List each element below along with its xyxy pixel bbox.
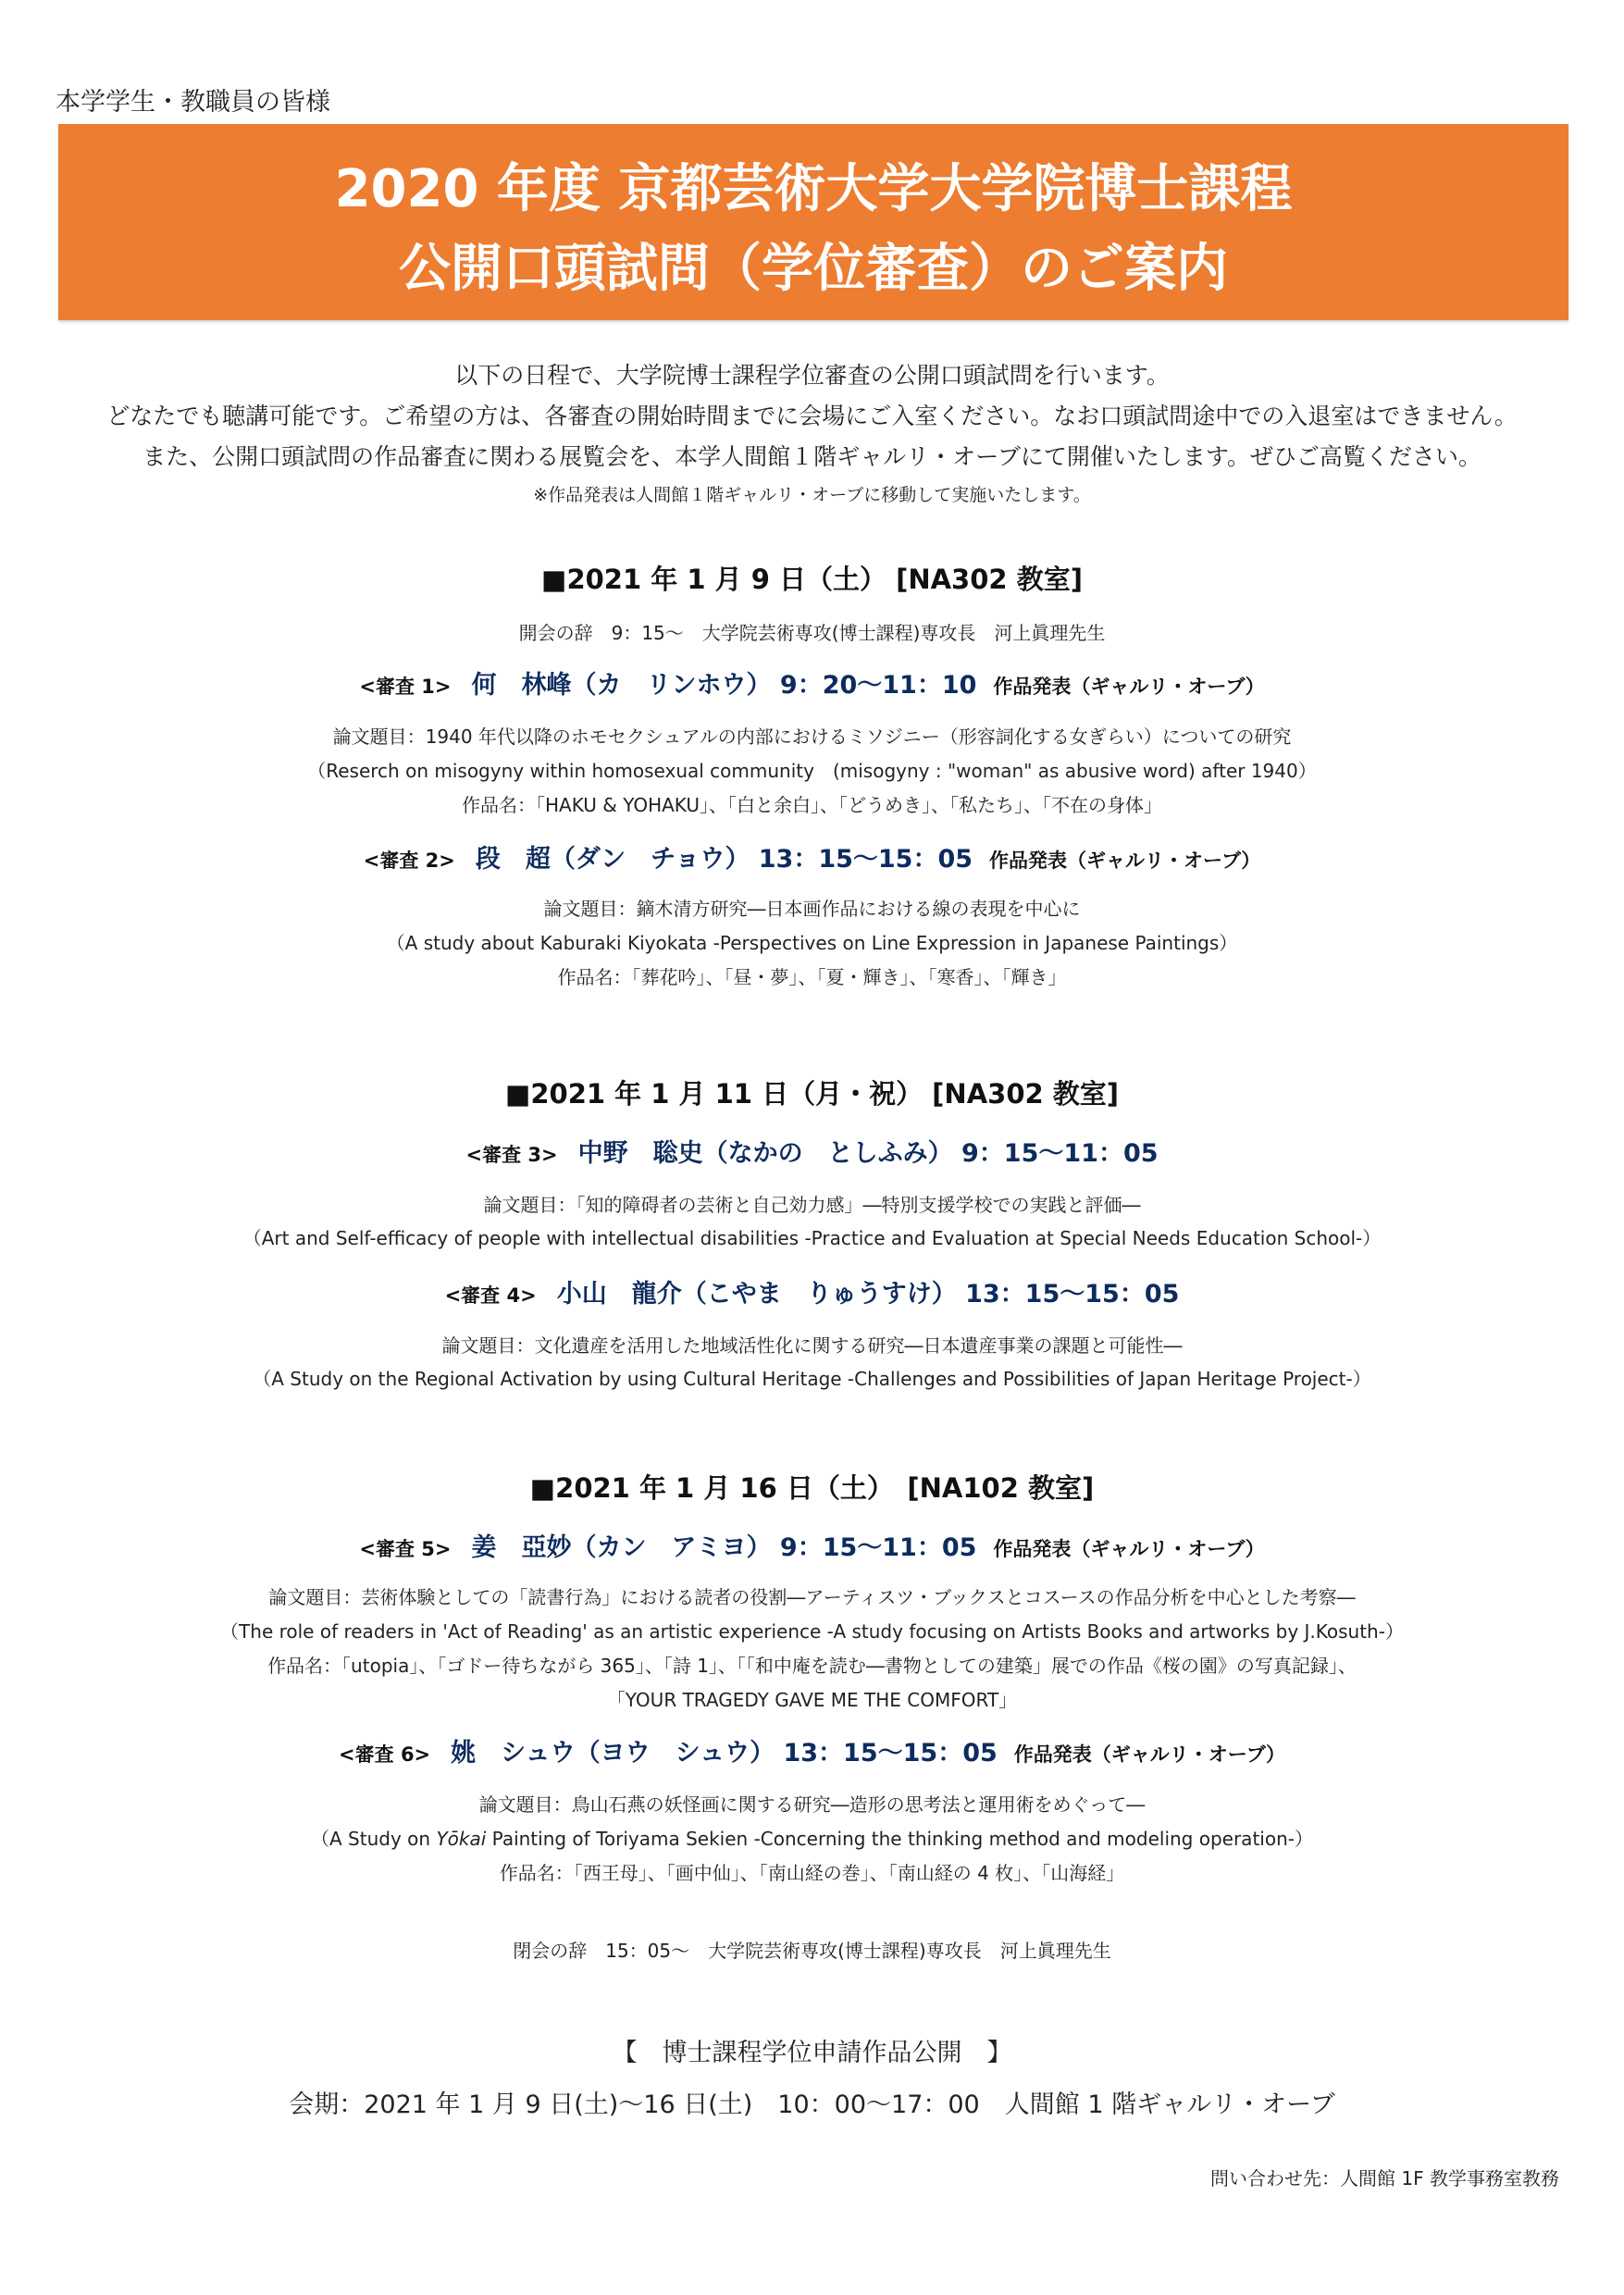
exam-2-thesis: 論文題目：鏑木清方研究―日本画作品における線の表現を中心に	[543, 898, 1081, 920]
exam-5-heading	[0, 1527, 1624, 1563]
thesis-en-part: Painting of Toriyama Sekien -Concerning the thinking method and modeling operation-）	[486, 1828, 1313, 1850]
exam-1-works: 作品名：「HAKU & YOHAKU」、「白と余白」、「どうめき」、「私たち」、「不在の身体」	[461, 794, 1163, 816]
exam-4-heading	[0, 1273, 1624, 1309]
exam-name-time: 姜 亞妙（カン アミヨ） 9：15〜11：05	[471, 1533, 977, 1562]
date-heading-day1: ■2021 年 1 月 9 日（土） [NA302 教室]	[541, 564, 1083, 595]
presentation-note: 作品発表（ギャルリ・オーブ）	[993, 1538, 1265, 1560]
opening-remarks: 開会の辞 9：15〜 大学院芸術専攻(博士課程)専攻長 河上眞理先生	[518, 622, 1106, 644]
date-heading-day3: ■2021 年 1 月 16 日（土） [NA102 教室]	[529, 1472, 1095, 1504]
exam-tag: <審査 4>	[444, 1284, 537, 1307]
exam-name-time: 姚 シュウ（ヨウ シュウ） 13：15〜15：05	[451, 1739, 998, 1768]
exhibition-period: 会期：2021 年 1 月 9 日(土)〜16 日(土) 10：00〜17：00 人間館 1 階ギャルリ・オーブ	[289, 2090, 1335, 2119]
exam-name-time: 中野 聡史（なかの としふみ） 9：15〜11：05	[577, 1139, 1159, 1168]
exam-3-heading	[0, 1133, 1624, 1169]
exam-6-thesis: 論文題目：鳥山石燕の妖怪画に関する研究―造形の思考法と運用術をめぐって―	[478, 1793, 1146, 1816]
exam-3-thesis-en: （Art and Self-efficacy of people with intellectual disabilities -Practice and Evaluation at Special Needs Education School-）	[242, 1227, 1382, 1249]
title-line-1: 2020 年度 京都芸術大学大学院博士課程	[334, 159, 1293, 219]
exam-tag: <審査 3>	[465, 1144, 558, 1166]
intro-line-1: 以下の日程で、大学院博士課程学位審査の公開口頭試問を行います。	[454, 362, 1170, 389]
exam-2-heading	[0, 838, 1624, 875]
thesis-en-italic: Yōkai	[436, 1828, 487, 1850]
exam-6-heading	[0, 1732, 1624, 1768]
closing-remarks: 閉会の辞 15：05〜 大学院芸術専攻(博士課程)専攻長 河上眞理先生	[513, 1940, 1111, 1962]
addressee: 本学学生・教職員の皆様	[56, 88, 330, 117]
contact-info: 問い合わせ先：人間館 1F 教学事務室教務	[1210, 2167, 1559, 2190]
exam-4-thesis-en: （A Study on the Regional Activation by using Cultural Heritage -Challenges and Possibilities of Japan Heritage Project-）	[253, 1368, 1371, 1390]
exam-1-thesis-en: （Reserch on misogyny within homosexual community (misogyny : "woman" as abusive word) after 1940）	[307, 760, 1317, 782]
exhibition-heading: 【 博士課程学位申請作品公開 】	[612, 2039, 1012, 2067]
exam-5-works: 作品名：「utopia」、「ゴドー待ちながら 365」、「詩 1」、「「和中庵を読む―書物としての建築」展での作品《桜の園》の写真記録」、	[267, 1655, 1357, 1677]
title-line-2: 公開口頭試問（学位審査）のご案内	[399, 239, 1228, 299]
exam-1-heading	[0, 664, 1624, 701]
intro-line-2: どなたでも聴講可能です。ご希望の方は、各審査の開始時間までに会場にご入室ください。なお口頭試問途中での入退室はできません。	[106, 403, 1518, 429]
exam-2-thesis-en: （A study about Kaburaki Kiyokata -Perspectives on Line Expression in Japanese Paintings）	[386, 932, 1238, 954]
date-heading-day2: ■2021 年 1 月 11 日（月・祝） [NA302 教室]	[504, 1078, 1120, 1110]
exam-name-time: 段 超（ダン チョウ） 13：15〜15：05	[475, 845, 973, 874]
exam-tag: <審査 5>	[359, 1538, 452, 1560]
presentation-note: 作品発表（ギャルリ・オーブ）	[989, 850, 1261, 872]
exam-3-thesis: 論文題目：「知的障碍者の芸術と自己効力感」―特別支援学校での実践と評価―	[483, 1194, 1141, 1216]
exam-5-works-continued: 「YOUR TRAGEDY GAVE ME THE COMFORT」	[606, 1689, 1018, 1711]
exam-name-time: 何 林峰（カ リンホウ） 9：20〜11：10	[471, 671, 977, 700]
presentation-note: 作品発表（ギャルリ・オーブ）	[993, 676, 1265, 698]
exam-tag: <審査 6>	[339, 1743, 431, 1766]
intro-line-3: また、公開口頭試問の作品審査に関わる展覧会を、本学人間館１階ギャルリ・オーブにて開催いたします。ぜひご高覧ください。	[143, 443, 1481, 470]
exam-6-thesis-en	[0, 1824, 1624, 1851]
exam-6-works: 作品名：「西王母」、「画中仙」、「南山経の巻」、「南山経の 4 枚」、「山海経」	[499, 1862, 1125, 1884]
exam-2-works: 作品名：「葬花吟」、「昼・夢」、「夏・輝き」、「寒香」、「輝き」	[557, 966, 1067, 988]
exam-name-time: 小山 龍介（こやま りゅうすけ） 13：15〜15：05	[556, 1280, 1180, 1309]
exam-5-thesis: 論文題目：芸術体験としての「読書行為」における読者の役割―アーティスツ・ブックスとコスースの作品分析を中心とした考察―	[268, 1586, 1356, 1608]
exam-tag: <審査 2>	[363, 850, 455, 872]
exam-1-thesis: 論文題目：1940 年代以降のホモセクシュアルの内部におけるミソジニー（形容詞化する女ぎらい）についての研究	[332, 726, 1292, 748]
exam-4-thesis: 論文題目：文化遺産を活用した地域活性化に関する研究―日本遺産事業の課題と可能性―	[441, 1334, 1183, 1357]
title-banner	[58, 124, 1568, 320]
exam-5-thesis-en: （The role of readers in 'Act of Reading' as an artistic experience -A study focusing on Artists Books and artworks by J.Kosuth-）	[220, 1620, 1404, 1643]
exam-tag: <審査 1>	[359, 676, 452, 698]
presentation-note: 作品発表（ギャルリ・オーブ）	[1013, 1743, 1285, 1766]
thesis-en-part: （A Study on	[311, 1828, 437, 1850]
intro-note: ※作品発表は人間館１階ギャルリ・オーブに移動して実施いたします。	[533, 485, 1091, 505]
